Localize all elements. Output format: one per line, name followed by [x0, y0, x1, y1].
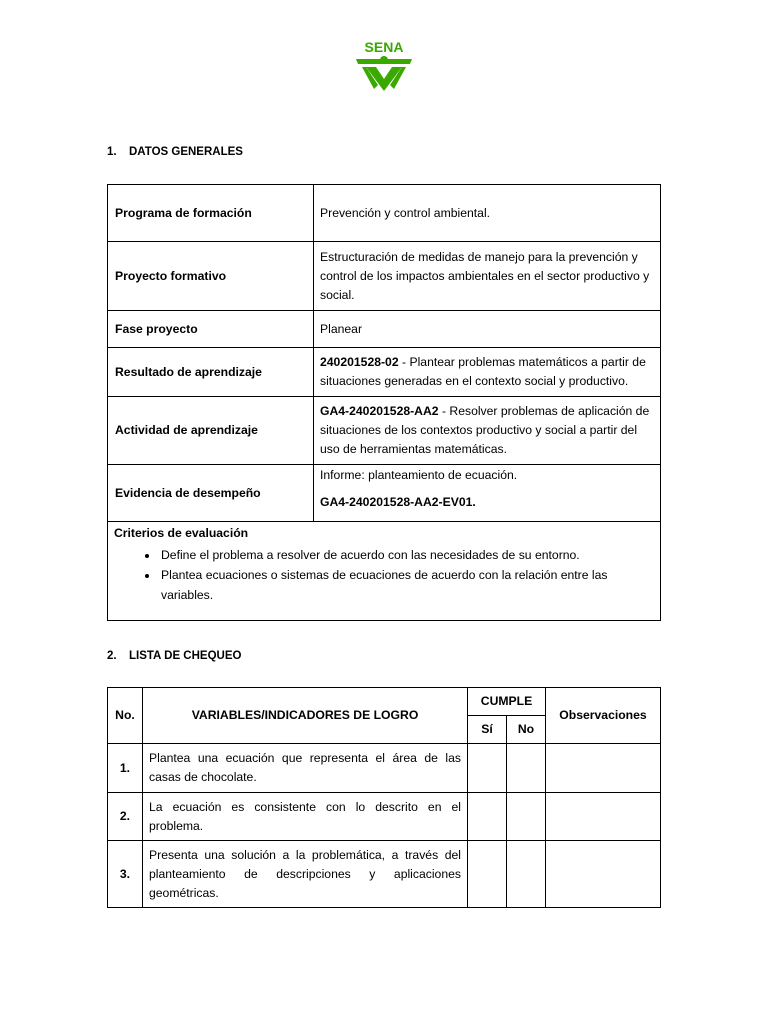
table-row: 2. La ecuación es consistente con lo descrito en el problema.: [108, 793, 661, 841]
si-cell[interactable]: [468, 793, 507, 841]
no-cell[interactable]: [507, 744, 546, 793]
table-row: Evidencia de desempeño Informe: planteamiento de ecuación. GA4-240201528-AA2-EV01.: [108, 465, 661, 522]
table-row: Resultado de aprendizaje 240201528-02 - Plantear problemas matemáticos a partir de situaciones generadas en el contexto social y productivo.: [108, 348, 661, 397]
criteria-list: [108, 545, 660, 605]
table-row: 3. Presenta una solución a la problemática, a través del planteamiento de descripciones y aplicaciones geométricas.: [108, 841, 661, 908]
table-row: 1. Plantea una ecuación que representa el área de las casas de chocolate.: [108, 744, 661, 793]
section-title-lista-chequeo: 2. LISTA DE CHEQUEO: [107, 650, 242, 662]
list-item: • Define el problema a resolver de acuerdo con las necesidades de su entorno.: [159, 545, 660, 565]
observations-cell[interactable]: [546, 793, 661, 841]
table-header-row: Sí No: [108, 716, 661, 744]
checklist-table: [107, 687, 661, 908]
observations-cell[interactable]: [546, 841, 661, 908]
table-row: Fase proyecto Planear: [108, 311, 661, 348]
evaluation-criteria: [107, 521, 661, 621]
no-cell[interactable]: [507, 841, 546, 908]
criteria-title: Criterios de evaluación: [114, 526, 249, 540]
table-header-row: No. VARIABLES/INDICADORES DE LOGRO CUMPLE Observaciones: [108, 688, 661, 716]
table-row: Programa de formación Prevención y control ambiental.: [108, 185, 661, 242]
table-row: Proyecto formativo Estructuración de medidas de manejo para la prevención y control de los impactos ambientales en el sector productivo y social.: [108, 242, 661, 311]
no-cell[interactable]: [507, 793, 546, 841]
si-cell[interactable]: [468, 841, 507, 908]
table-row: Actividad de aprendizaje GA4-240201528-AA2 - Resolver problemas de aplicación de situaciones de los contextos productivo y social a partir del uso de herramientas matemáticas.: [108, 397, 661, 465]
general-data-table: [107, 184, 661, 522]
observations-cell[interactable]: [546, 744, 661, 793]
sena-logo: [352, 37, 416, 93]
logo-text: SENA: [364, 39, 404, 55]
section-title-datos-generales: 1. DATOS GENERALES: [107, 146, 243, 158]
si-cell[interactable]: [468, 744, 507, 793]
list-item: • Plantea ecuaciones o sistemas de ecuaciones de acuerdo con la relación entre las variables.: [159, 565, 660, 605]
